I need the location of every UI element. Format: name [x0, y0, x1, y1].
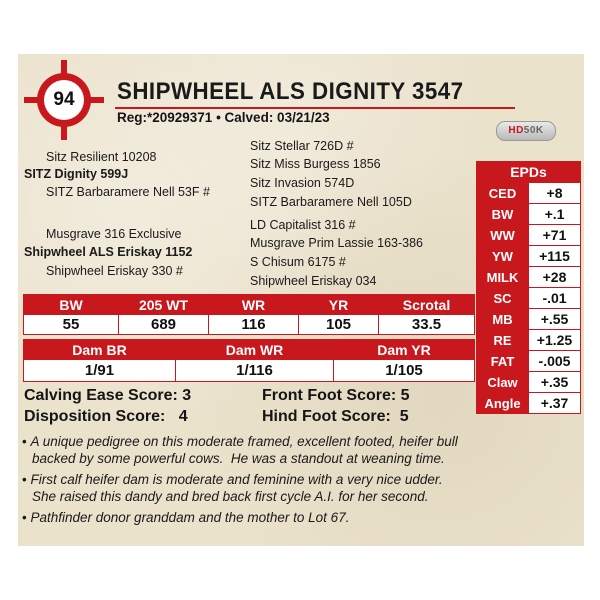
- note-item: • First calf heifer dam is moderate and feminine with a very nice udder. She raised this dandy and bred back first cycle A.I. for her second.: [22, 471, 572, 505]
- pedigree-sire: SITZ Dignity 599J: [24, 167, 129, 181]
- pedigree-ddd: Shipwheel Eriskay 034: [250, 274, 377, 288]
- dam-perf-value: 1/91: [24, 360, 176, 382]
- title-underline: [115, 107, 515, 109]
- epd-value: +.55: [529, 309, 581, 330]
- epd-label: MILK: [477, 267, 529, 288]
- epd-value: +.35: [529, 372, 581, 393]
- perf-header: 205 WT: [119, 295, 209, 315]
- lot-number: 94: [53, 89, 75, 110]
- epd-label: RE: [477, 330, 529, 351]
- perf-header: Scrotal: [379, 295, 475, 315]
- dam-perf-header: Dam WR: [176, 340, 334, 360]
- perf-value: 116: [209, 315, 299, 335]
- epd-value: +.1: [529, 204, 581, 225]
- dam-perf-value: 1/116: [176, 360, 334, 382]
- badge-prefix: HD: [508, 125, 524, 136]
- pedigree-dam: Shipwheel ALS Eriskay 1152: [24, 245, 193, 259]
- note-line: A unique pedigree on this moderate framed, excellent footed, heifer bull: [30, 434, 458, 449]
- front-foot-score: Front Foot Score: 5: [262, 387, 410, 404]
- epd-label: Angle: [477, 393, 529, 414]
- epd-value: +115: [529, 246, 581, 267]
- badge-suffix: 50K: [523, 125, 544, 136]
- dam-perf-header: Dam BR: [24, 340, 176, 360]
- note-line: She raised this dandy and bred back first cycle A.I. for her second.: [32, 489, 429, 504]
- perf-header: BW: [24, 295, 119, 315]
- epd-value: +1.25: [529, 330, 581, 351]
- note-line: backed by some powerful cows. He was a standout at weaning time.: [32, 451, 445, 466]
- lot-badge: [24, 60, 104, 140]
- perf-value: 33.5: [379, 315, 475, 335]
- pedigree-dam-dam: Shipwheel Eriskay 330 #: [46, 264, 183, 278]
- dam-performance-table: [23, 339, 475, 382]
- epd-label: YW: [477, 246, 529, 267]
- pedigree-sss: Sitz Stellar 726D #: [250, 139, 354, 153]
- epd-title: EPDs: [477, 162, 581, 183]
- epd-label: MB: [477, 309, 529, 330]
- hind-foot-score: Hind Foot Score: 5: [262, 408, 409, 425]
- note-line: Pathfinder donor granddam and the mother to Lot 67.: [30, 510, 350, 525]
- epd-label: CED: [477, 183, 529, 204]
- pedigree-dam-sire: Musgrave 316 Exclusive: [46, 227, 182, 241]
- epd-label: WW: [477, 225, 529, 246]
- dam-perf-value: 1/105: [334, 360, 475, 382]
- note-item: • A unique pedigree on this moderate framed, excellent footed, heifer bull backed by some powerful cows. He was a standout at weaning time.: [22, 433, 572, 467]
- perf-value: 105: [299, 315, 379, 335]
- calving-ease-score: Calving Ease Score: 3: [24, 387, 192, 404]
- epd-value: +.37: [529, 393, 581, 414]
- perf-value: 689: [119, 315, 209, 335]
- epd-table: [476, 161, 581, 414]
- performance-table: [23, 294, 475, 335]
- pedigree-dsd: Musgrave Prim Lassie 163-386: [250, 236, 423, 250]
- dam-perf-header: Dam YR: [334, 340, 475, 360]
- pedigree-dss: LD Capitalist 316 #: [250, 218, 356, 232]
- note-item: • Pathfinder donor granddam and the mother to Lot 67.: [22, 510, 350, 525]
- pedigree-ssd: Sitz Miss Burgess 1856: [250, 157, 381, 171]
- epd-value: -.01: [529, 288, 581, 309]
- pedigree-sds: Sitz Invasion 574D: [250, 176, 355, 190]
- perf-header: WR: [209, 295, 299, 315]
- genomic-badge: [496, 121, 556, 141]
- perf-value: 55: [24, 315, 119, 335]
- pedigree-sdd: SITZ Barbaramere Nell 105D: [250, 195, 412, 209]
- registration-line: Reg:*20929371 • Calved: 03/21/23: [117, 110, 330, 125]
- epd-value: -.005: [529, 351, 581, 372]
- epd-value: +71: [529, 225, 581, 246]
- page-title: SHIPWHEEL ALS DIGNITY 3547: [117, 78, 464, 105]
- pedigree-sire-dam: SITZ Barbaramere Nell 53F #: [46, 185, 210, 199]
- epd-label: SC: [477, 288, 529, 309]
- pedigree-dds: S Chisum 6175 #: [250, 255, 346, 269]
- note-line: First calf heifer dam is moderate and feminine with a very nice udder.: [30, 472, 443, 487]
- epd-label: BW: [477, 204, 529, 225]
- perf-header: YR: [299, 295, 379, 315]
- epd-label: FAT: [477, 351, 529, 372]
- epd-label: Claw: [477, 372, 529, 393]
- disposition-score: Disposition Score: 4: [24, 408, 188, 425]
- epd-value: +8: [529, 183, 581, 204]
- pedigree-sire-sire: Sitz Resilient 10208: [46, 150, 157, 164]
- epd-value: +28: [529, 267, 581, 288]
